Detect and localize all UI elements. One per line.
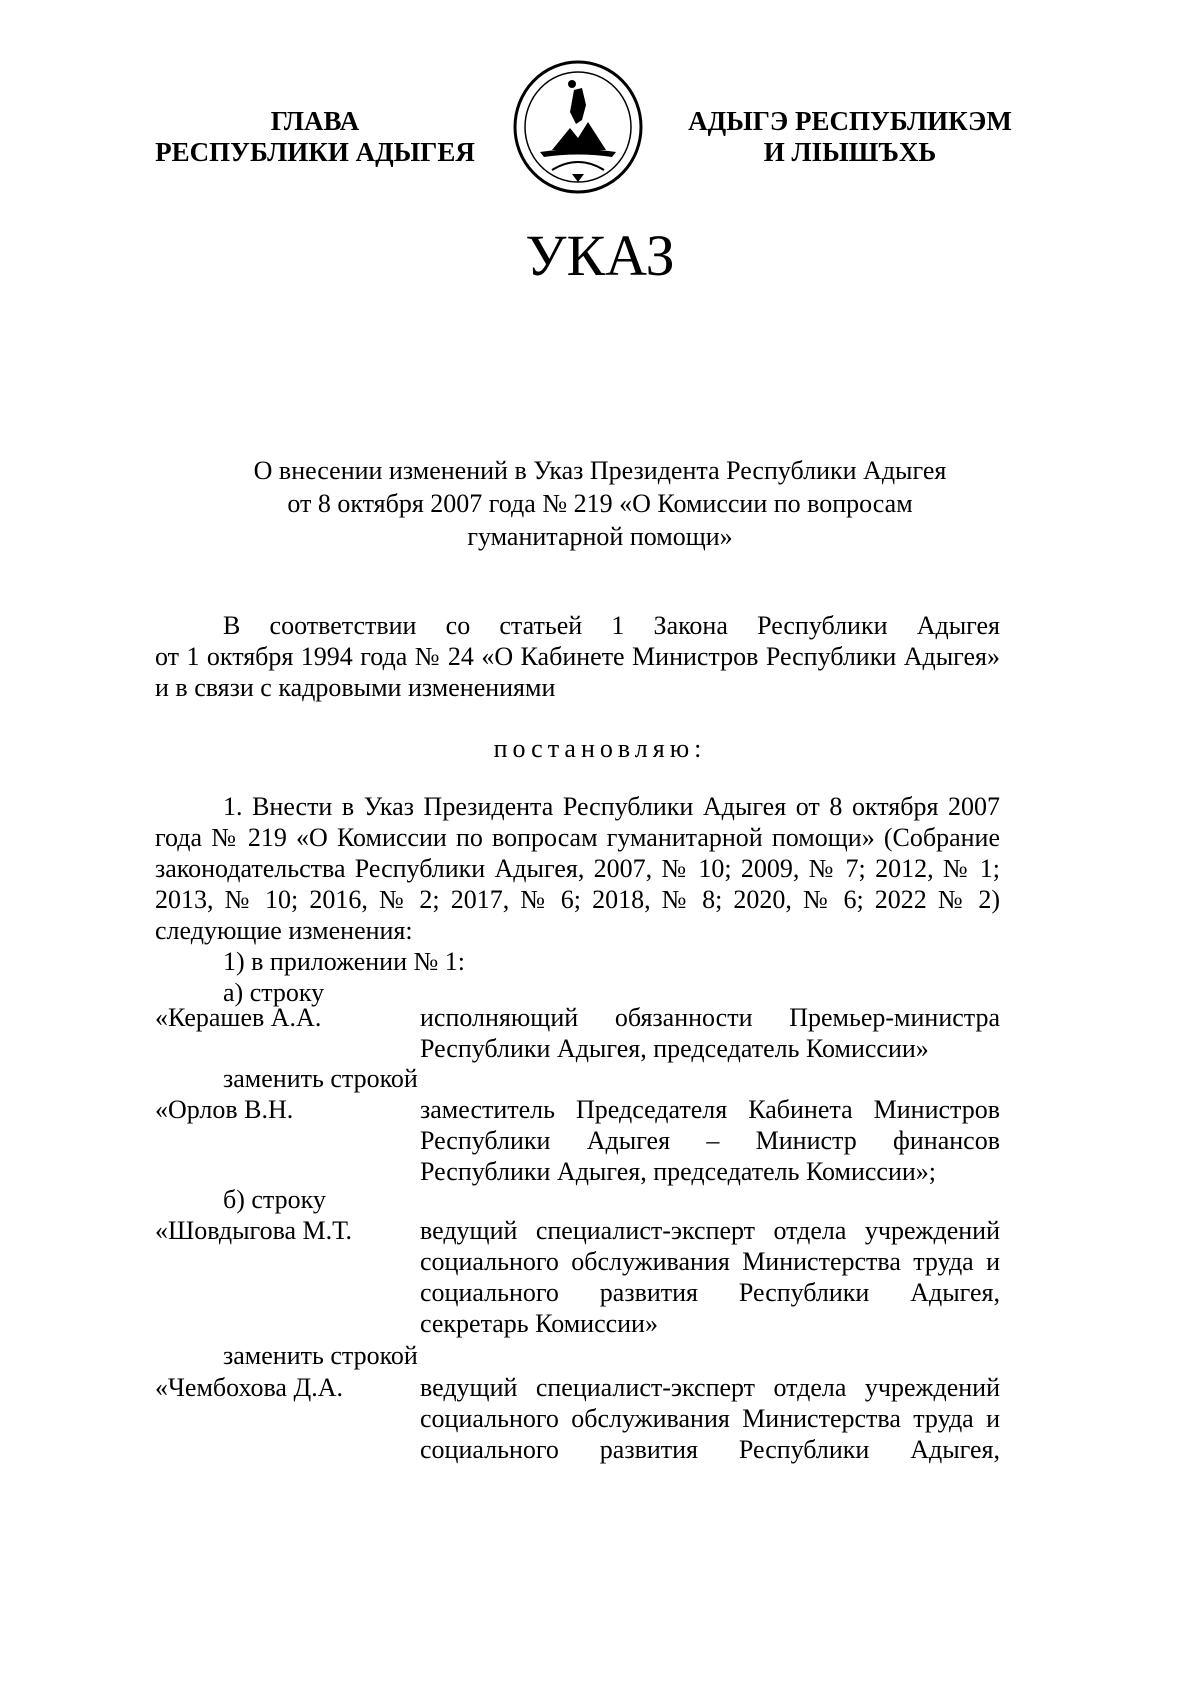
decree-word: постановляю: bbox=[493, 734, 707, 763]
item-1-line: 1. Внести в Указ Президента Республики Адыгея от 8 октября 2007 bbox=[223, 792, 1000, 821]
row-description-line: социального развития Республики Адыгея, bbox=[420, 1278, 1000, 1307]
preamble-line: В соответствии со статьей 1 Закона Республики Адыгея bbox=[223, 611, 1000, 640]
row-description-line: социального обслуживания Министерства труда и bbox=[420, 1247, 1000, 1276]
item-1-line: следующие изменения: bbox=[155, 916, 413, 945]
issuer-right bbox=[665, 106, 1035, 168]
preamble-line: и в связи с кадровыми изменениями bbox=[155, 673, 556, 702]
subject-line: гуманитарной помощи» bbox=[467, 522, 733, 551]
subject-line: от 8 октября 2007 года № 219 «О Комиссии по вопросам bbox=[287, 489, 913, 518]
issuer-right-line: И ЛІЫШЪХЬ bbox=[763, 137, 937, 167]
subitem-b: б) строку bbox=[223, 1185, 326, 1214]
row-description bbox=[420, 1372, 1000, 1465]
issuer-left-line: РЕСПУБЛИКИ АДЫГЕЯ bbox=[155, 137, 475, 167]
row-description bbox=[420, 1215, 1000, 1339]
emblem-seal bbox=[512, 60, 644, 194]
document-subject bbox=[0, 454, 1200, 553]
row-description bbox=[420, 1002, 1000, 1064]
row-name: «Орлов В.Н. bbox=[155, 1095, 294, 1124]
row-description-line: исполняющий обязанности Премьер-министра bbox=[420, 1003, 1000, 1032]
subitem-1: 1) в приложении № 1: bbox=[223, 947, 466, 976]
row-description-line: заместитель Председателя Кабинета Министров bbox=[420, 1095, 1000, 1124]
issuer-right-line: АДЫГЭ РЕСПУБЛИКЭМ bbox=[688, 106, 1012, 136]
subitem-a: а) строку bbox=[223, 978, 325, 1007]
replace-label: заменить строкой bbox=[223, 1341, 418, 1370]
row-description bbox=[420, 1094, 1000, 1187]
row-description-line: ведущий специалист-эксперт отдела учреждений bbox=[420, 1373, 1000, 1402]
preamble-line: от 1 октября 1994 года № 24 «О Кабинете Министров Республики Адыгея» bbox=[155, 642, 1000, 671]
item-1-line: года № 219 «О Комиссии по вопросам гуманитарной помощи» (Собрание bbox=[155, 823, 1000, 852]
row-description-line: социального развития Республики Адыгея, bbox=[420, 1435, 1000, 1464]
item-1-line: законодательства Республики Адыгея, 2007, № 10; 2009, № 7; 2012, № 1; bbox=[155, 854, 1000, 883]
row-name: «Керашев А.А. bbox=[155, 1003, 322, 1032]
subject-line: О внесении изменений в Указ Президента Республики Адыгея bbox=[253, 456, 947, 485]
document-type: УКАЗ bbox=[525, 223, 675, 288]
issuer-left-line: ГЛАВА bbox=[270, 106, 360, 136]
row-description-line: Республики Адыгея, председатель Комиссии» bbox=[420, 1034, 929, 1063]
row-description-line: социального обслуживания Министерства труда и bbox=[420, 1404, 1000, 1433]
row-description-line: Республики Адыгея – Министр финансов bbox=[420, 1126, 1000, 1155]
row-name: «Шовдыгова М.Т. bbox=[155, 1216, 352, 1245]
row-description-line: Республики Адыгея, председатель Комиссии»; bbox=[420, 1157, 937, 1186]
row-description-line: секретарь Комиссии» bbox=[420, 1309, 658, 1338]
row-description-line: ведущий специалист-эксперт отдела учреждений bbox=[420, 1216, 1000, 1245]
row-name: «Чембохова Д.А. bbox=[155, 1373, 343, 1402]
item-1 bbox=[155, 791, 1000, 1008]
replace-label: заменить строкой bbox=[223, 1064, 418, 1093]
issuer-left bbox=[130, 106, 500, 168]
preamble bbox=[155, 610, 1000, 703]
item-1-line: 2013, № 10; 2016, № 2; 2017, № 6; 2018, № 8; 2020, № 6; 2022 № 2) bbox=[155, 885, 1000, 914]
